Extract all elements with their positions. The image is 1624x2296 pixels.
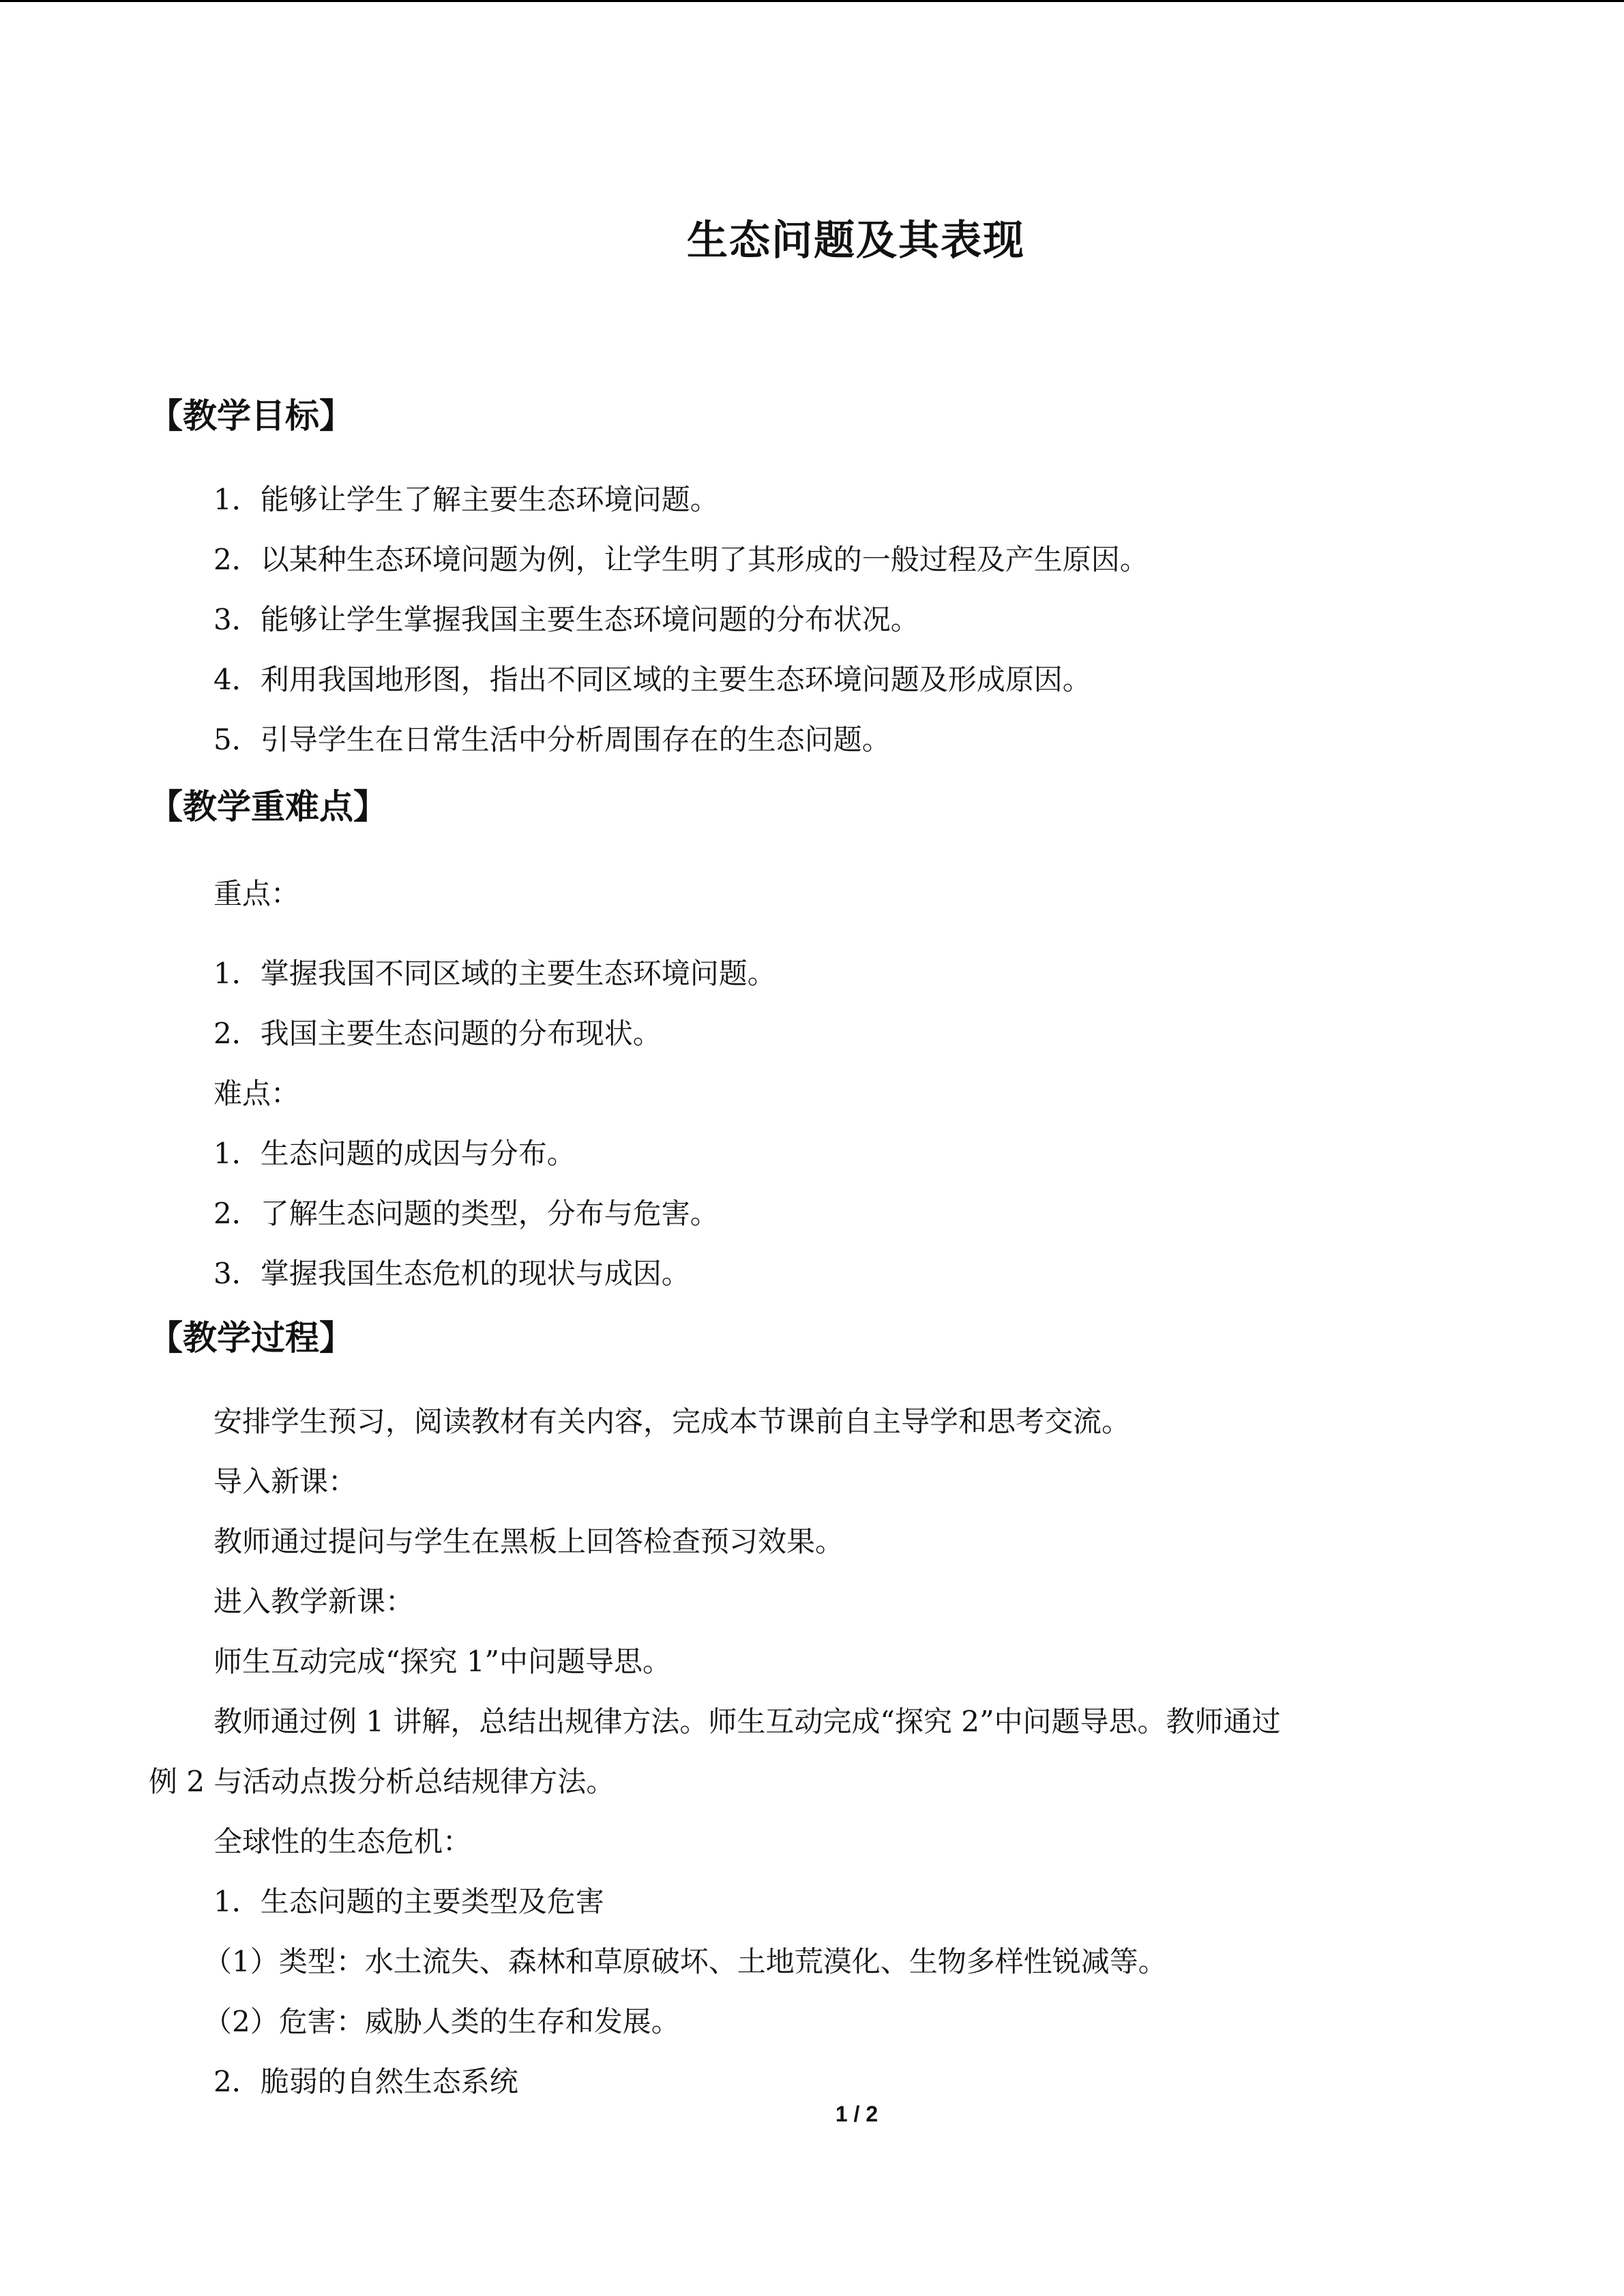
process-line: （1）类型：水土流失、森林和草原破坏、土地荒漠化、生物多样性锐减等。 <box>203 1945 1167 1978</box>
difficulty-item: 3．掌握我国生态危机的现状与成因。 <box>213 1257 690 1290</box>
process-line: （2）危害：威胁人类的生存和发展。 <box>203 2005 680 2038</box>
process-line: 2．脆弱的自然生态系统 <box>213 2065 518 2098</box>
difficulty-item: 2．了解生态问题的类型，分布与危害。 <box>213 1197 719 1230</box>
objective-item: 1．能够让学生了解主要生态环境问题。 <box>213 483 719 516</box>
process-line: 例 2 与活动点拨分析总结规律方法。 <box>149 1765 615 1798</box>
difficulty-label: 难点： <box>213 1077 300 1110</box>
process-line: 教师通过例 1 讲解，总结出规律方法。师生互动完成“探究 2”中问题导思。教师通过 <box>213 1705 1281 1738</box>
process-line: 导入新课： <box>213 1465 357 1498</box>
process-line: 安排学生预习，阅读教材有关内容，完成本节课前自主导学和思考交流。 <box>213 1405 1131 1438</box>
process-line: 1．生态问题的主要类型及危害 <box>213 1885 604 1918</box>
objective-item: 4．利用我国地形图，指出不同区域的主要生态环境问题及形成原因。 <box>213 663 1091 696</box>
process-line: 教师通过提问与学生在黑板上回答检查预习效果。 <box>213 1525 844 1558</box>
focus-item: 1．掌握我国不同区域的主要生态环境问题。 <box>213 957 776 990</box>
process-line: 全球性的生态危机： <box>213 1825 472 1858</box>
objective-item: 5．引导学生在日常生活中分析周围存在的生态问题。 <box>213 723 891 756</box>
objective-item: 3．能够让学生掌握我国主要生态环境问题的分布状况。 <box>213 603 919 636</box>
focus-label: 重点： <box>213 877 300 910</box>
focus-item: 2．我国主要生态问题的分布现状。 <box>213 1017 662 1050</box>
process-line: 进入教学新课： <box>213 1585 415 1618</box>
page-number: 1 / 2 <box>835 2102 879 2126</box>
section-heading-key-points: 【教学重难点】 <box>149 787 387 826</box>
document-title: 生态问题及其表现 <box>687 217 1025 265</box>
difficulty-item: 1．生态问题的成因与分布。 <box>213 1137 576 1170</box>
objective-item: 2．以某种生态环境问题为例，让学生明了其形成的一般过程及产生原因。 <box>213 543 1149 576</box>
section-heading-objectives: 【教学目标】 <box>149 396 353 436</box>
top-border-rule <box>0 0 1624 2</box>
process-line: 师生互动完成“探究 1”中问题导思。 <box>213 1645 672 1678</box>
section-heading-process: 【教学过程】 <box>149 1318 353 1358</box>
